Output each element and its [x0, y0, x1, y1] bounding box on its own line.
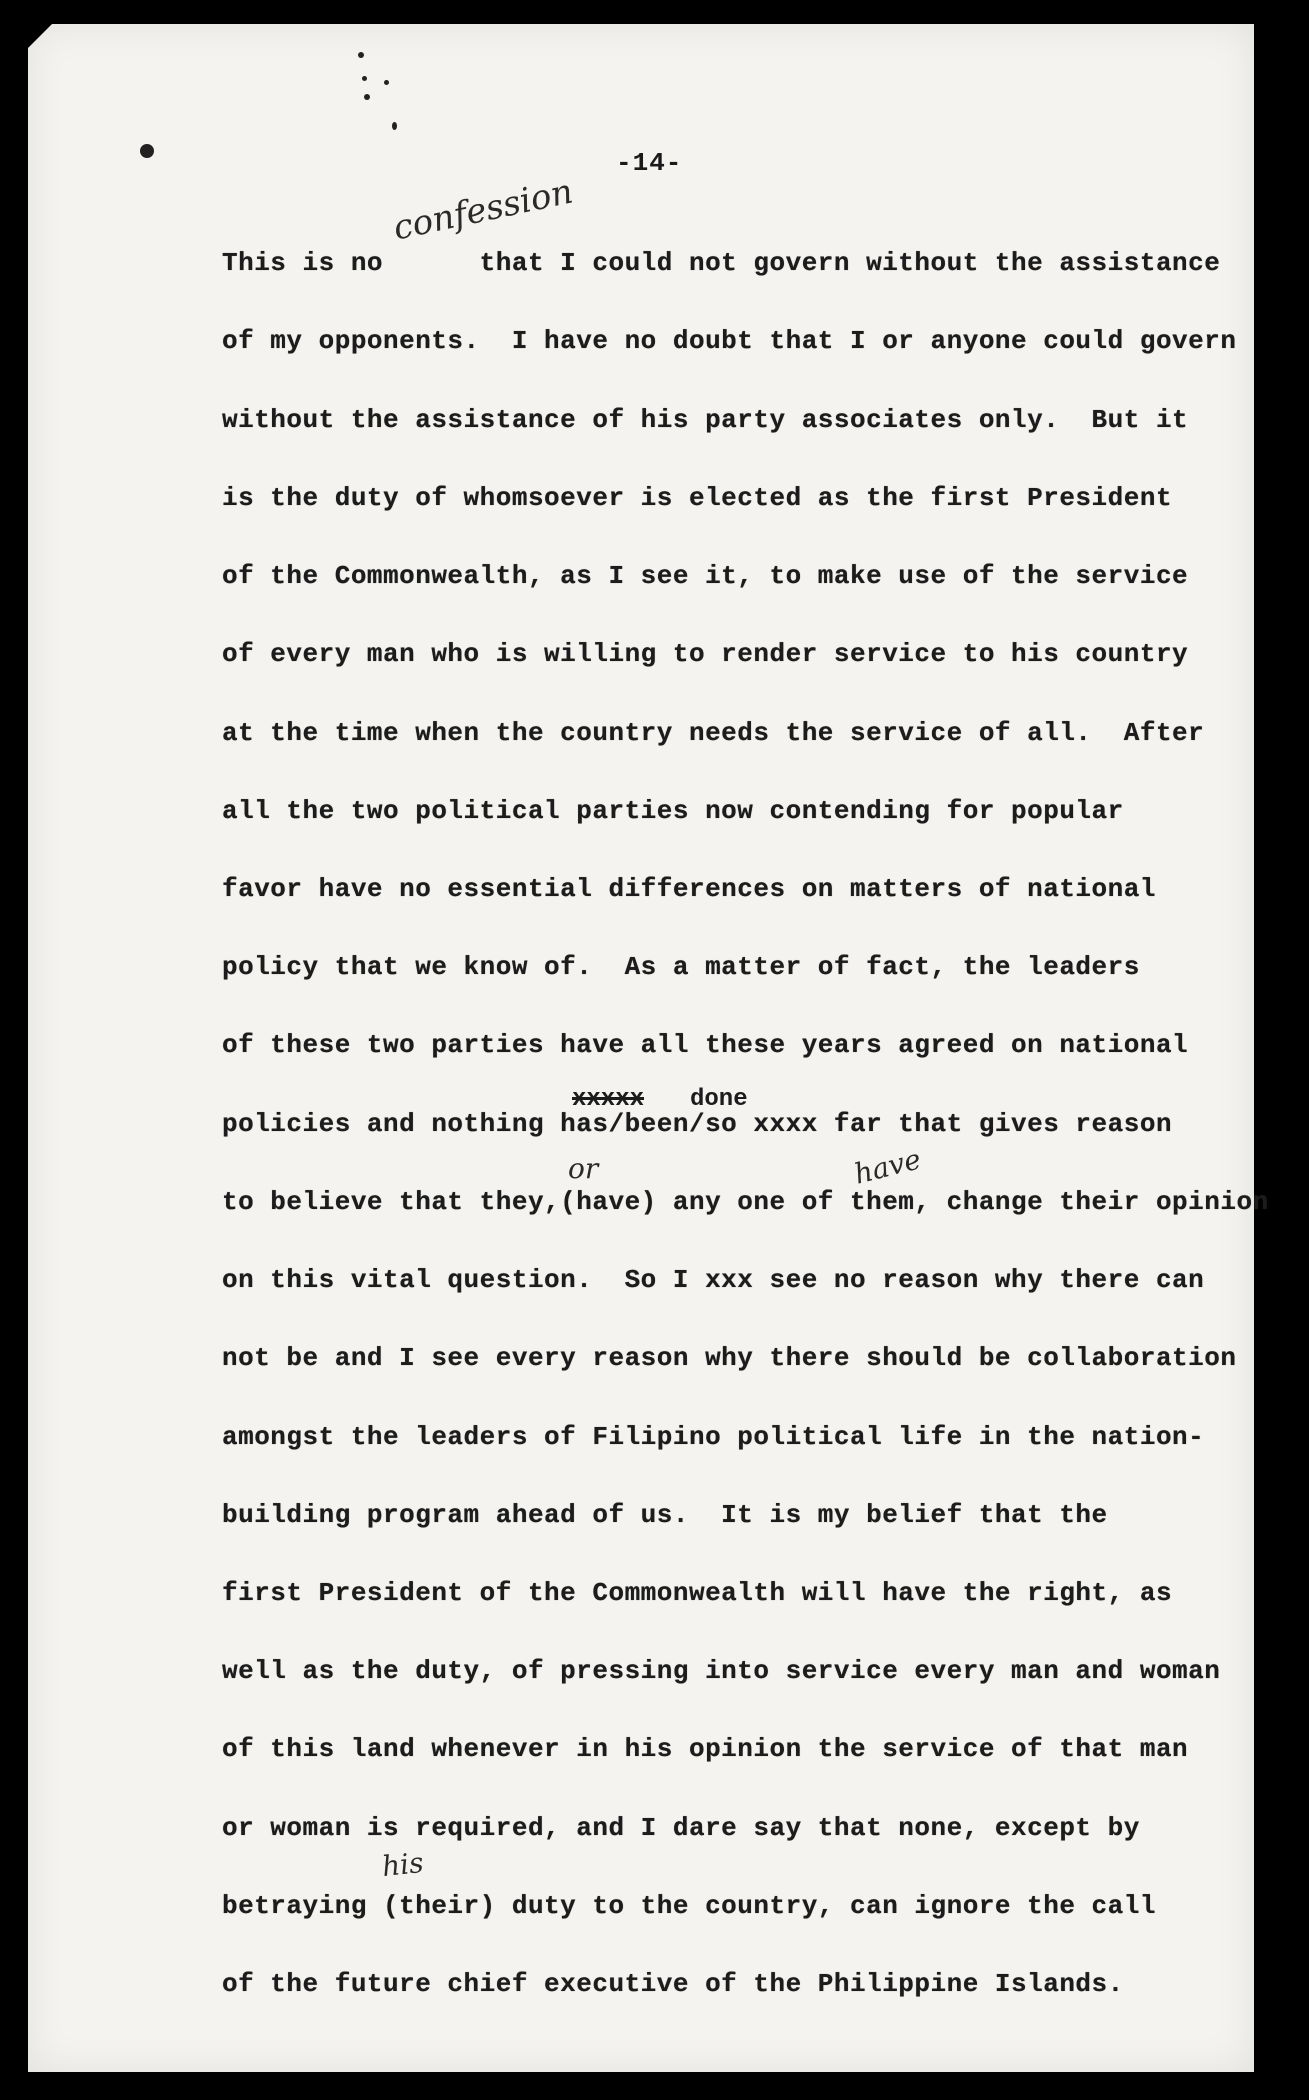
text-line: policy that we know of. As a matter of fact, the leaders: [222, 952, 1140, 982]
text-line: of these two parties have all these years agreed on national: [222, 1030, 1189, 1060]
text-line: without the assistance of his party associates only. But it: [222, 405, 1189, 435]
text-line: of every man who is willing to render service to his country: [222, 639, 1189, 669]
text-line: well as the duty, of pressing into service every man and woman: [222, 1656, 1221, 1686]
ink-speck: [362, 76, 367, 81]
text-line: of my opponents. I have no doubt that I or anyone could govern: [222, 326, 1237, 356]
ink-speck: [358, 52, 364, 58]
typed-insert-struck: xxxxx: [572, 1086, 645, 1113]
ink-speck: [384, 80, 389, 85]
handwritten-or: or: [568, 1152, 599, 1185]
text-line: favor have no essential differences on matters of national: [222, 874, 1156, 904]
typed-insert-done: done: [690, 1086, 748, 1113]
text-line: building program ahead of us. It is my belief that the: [222, 1500, 1108, 1530]
text-line: at the time when the country needs the service of all. After: [222, 718, 1205, 748]
text-line: first President of the Commonwealth will have the right, as: [222, 1578, 1173, 1608]
text-line: of the future chief executive of the Philippine Islands.: [222, 1969, 1124, 1999]
handwritten-have: have: [851, 1142, 925, 1191]
text-line: to believe that they,(have) any one of them, change their opinion: [222, 1187, 1269, 1217]
text-line: is the duty of whomsoever is elected as the first President: [222, 483, 1173, 513]
text-line: all the two political parties now contending for popular: [222, 796, 1124, 826]
ink-speck: [140, 144, 154, 158]
page-corner: [28, 24, 52, 48]
text-line: amongst the leaders of Filipino political life in the nation-: [222, 1422, 1205, 1452]
text-line: policies and nothing has/been/so xxxx far that gives reason: [222, 1109, 1173, 1139]
text-line: betraying (their) duty to the country, can ignore the call: [222, 1891, 1156, 1921]
text-line: or woman is required, and I dare say that none, except by: [222, 1813, 1140, 1843]
handwritten-confession: confession: [389, 171, 577, 249]
text-line: not be and I see every reason why there should be collaboration: [222, 1343, 1237, 1373]
ink-speck: [392, 122, 397, 130]
handwritten-his: his: [380, 1845, 425, 1884]
text-line: on this vital question. So I xxx see no reason why there can: [222, 1265, 1205, 1295]
text-line: of this land whenever in his opinion the service of that man: [222, 1734, 1189, 1764]
text-line: of the Commonwealth, as I see it, to make use of the service: [222, 561, 1189, 591]
text-line: This is no that I could not govern without the assistance: [222, 248, 1221, 278]
page-number: -14-: [616, 148, 683, 178]
ink-speck: [364, 94, 370, 100]
